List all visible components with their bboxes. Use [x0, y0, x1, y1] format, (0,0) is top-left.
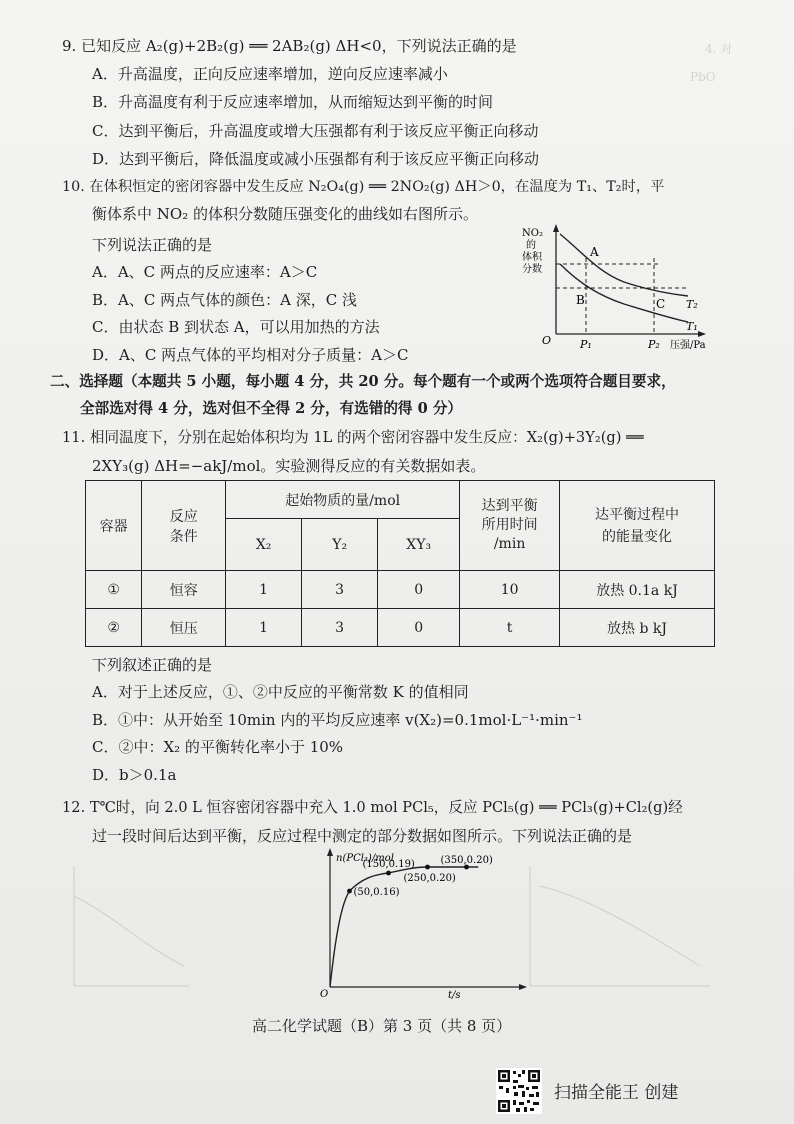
q10-point-a: A: [590, 245, 599, 259]
bleed-through-graph: [64, 856, 194, 996]
th-container: 容器: [86, 481, 142, 571]
q10-option-d: D．A、C 两点气体的平均相对分子质量：A＞C: [92, 346, 409, 364]
q10-xlabel: 压强/Pa: [670, 340, 706, 351]
bleed-through: 4. 对: [705, 42, 733, 56]
data-point: [386, 871, 391, 876]
q10-point-c: C: [656, 297, 666, 311]
section2-heading-line2: 全部选对得 4 分，选对但不全得 2 分，有选错的得 0 分）: [80, 400, 463, 417]
q11-data-table: [85, 480, 715, 647]
q10-option-a: A．A、C 两点的反应速率：A＞C: [92, 263, 318, 281]
q12-curve: [330, 867, 478, 987]
q12-chart: [300, 845, 530, 1000]
th-condition: 反应 条件: [142, 481, 226, 571]
q11-option-c: C．②中：X₂ 的平衡转化率小于 10%: [92, 738, 344, 756]
scanner-watermark: 扫描全能王 创建: [554, 1083, 679, 1103]
q12-stem-line2: 过一段时间后达到平衡，反应过程中测定的部分数据如图所示。下列说法正确的是: [92, 827, 633, 845]
q10-p2: P₂: [648, 338, 660, 351]
data-point-label: (350,0.20): [440, 855, 493, 866]
data-point: [347, 889, 352, 894]
q10-origin: O: [542, 334, 552, 347]
th-start-amount: 起始物质的量/mol: [226, 481, 460, 519]
th-y2: Y₂: [302, 519, 378, 571]
data-point-label: (250,0.20): [403, 873, 456, 884]
q11-option-b: B．①中：从开始至 10min 内的平均反应速率 v(X₂)=0.1mol·L⁻¹·min⁻¹: [92, 711, 583, 729]
q12-ylabel: n(PCl₃)/mol: [336, 853, 394, 864]
q10-point-b: B: [576, 293, 585, 307]
q10-ask: 下列说法正确的是: [92, 236, 213, 254]
page-footer: 高二化学试题（B）第 3 页（共 8 页）: [252, 1017, 512, 1035]
q10-label-t2: T₂: [686, 298, 698, 311]
q11-stem-line1: 11. 相同温度下，分别在起始体积均为 1L 的两个密闭容器中发生反应：X₂(g)+3Y₂(g) ══: [62, 429, 644, 446]
q9-option-a: A．升高温度，正向反应速率增加，逆向反应速率减小: [92, 65, 448, 83]
q11-option-d: D．b＞0.1a: [92, 766, 177, 784]
th-time: 达到平衡 所用时间 /min: [460, 481, 560, 571]
th-xy3: XY₃: [378, 519, 460, 571]
q12-origin: O: [320, 989, 329, 1000]
data-point-label: (150,0.19): [362, 859, 415, 870]
th-energy: 达平衡过程中 的能量变化: [560, 481, 715, 571]
q10-p1: P₁: [580, 338, 592, 351]
q9-option-b: B．升高温度有利于反应速率增加，从而缩短达到平衡的时间: [92, 93, 494, 111]
q12-stem-line1: 12. T℃时，向 2.0 L 恒容密闭容器中充入 1.0 mol PCl₅，反应 PCl₅(g) ══ PCl₃(g)+Cl₂(g)经: [62, 799, 683, 816]
section2-heading-line1: 二、选择题（本题共 5 小题，每小题 4 分，共 20 分。每个题有一个或两个选项符合题目要求，: [50, 373, 676, 390]
data-point: [425, 865, 430, 870]
bleed-through-graph: [520, 856, 720, 996]
q10-ylabel-3: 体积: [522, 252, 542, 263]
q10-ylabel-2: 的: [526, 240, 536, 251]
q10-label-t1: T₁: [686, 320, 698, 333]
q10-stem-line2: 衡体系中 NO₂ 的体积分数随压强变化的曲线如右图所示。: [92, 205, 478, 223]
q12-xlabel: t/s: [448, 990, 461, 1000]
bleed-through: PbO: [690, 70, 716, 84]
qr-code-icon: [496, 1068, 542, 1114]
table-row: ① 恒容 1 3 0 10 放热 0.1a kJ: [86, 571, 715, 609]
q9-stem: 9. 已知反应 A₂(g)+2B₂(g) ══ 2AB₂(g) ΔH<0，下列说法正确的是: [62, 37, 517, 55]
q9-option-d: D．达到平衡后，降低温度或减小压强都有利于该反应平衡正向移动: [92, 150, 540, 168]
q10-option-b: B．A、C 两点气体的颜色：A 深，C 浅: [92, 291, 357, 309]
q10-curve-t2: [560, 234, 688, 296]
table-row: ② 恒压 1 3 0 t 放热 b kJ: [86, 609, 715, 647]
q9-option-c: C．达到平衡后，升高温度或增大压强都有利于该反应平衡正向移动: [92, 122, 539, 140]
q10-ylabel-4: 分数: [522, 264, 542, 275]
q10-stem-line1: 10. 在体积恒定的密闭容器中发生反应 N₂O₄(g) ══ 2NO₂(g) ΔH＞0，在温度为 T₁、T₂时，平: [62, 179, 665, 195]
q10-graph: [520, 222, 710, 352]
th-x2: X₂: [226, 519, 302, 571]
q11-stem-line2: 2XY₃(g) ΔH=−akJ/mol。实验测得反应的有关数据如表。: [92, 457, 486, 475]
q10-ylabel-1: NO₂: [522, 228, 543, 239]
data-point-label: (50,0.16): [353, 887, 400, 898]
q11-ask: 下列叙述正确的是: [92, 656, 213, 674]
q10-option-c: C．由状态 B 到状态 A，可以用加热的方法: [92, 318, 380, 336]
q11-option-a: A．对于上述反应，①、②中反应的平衡常数 K 的值相同: [92, 683, 469, 701]
